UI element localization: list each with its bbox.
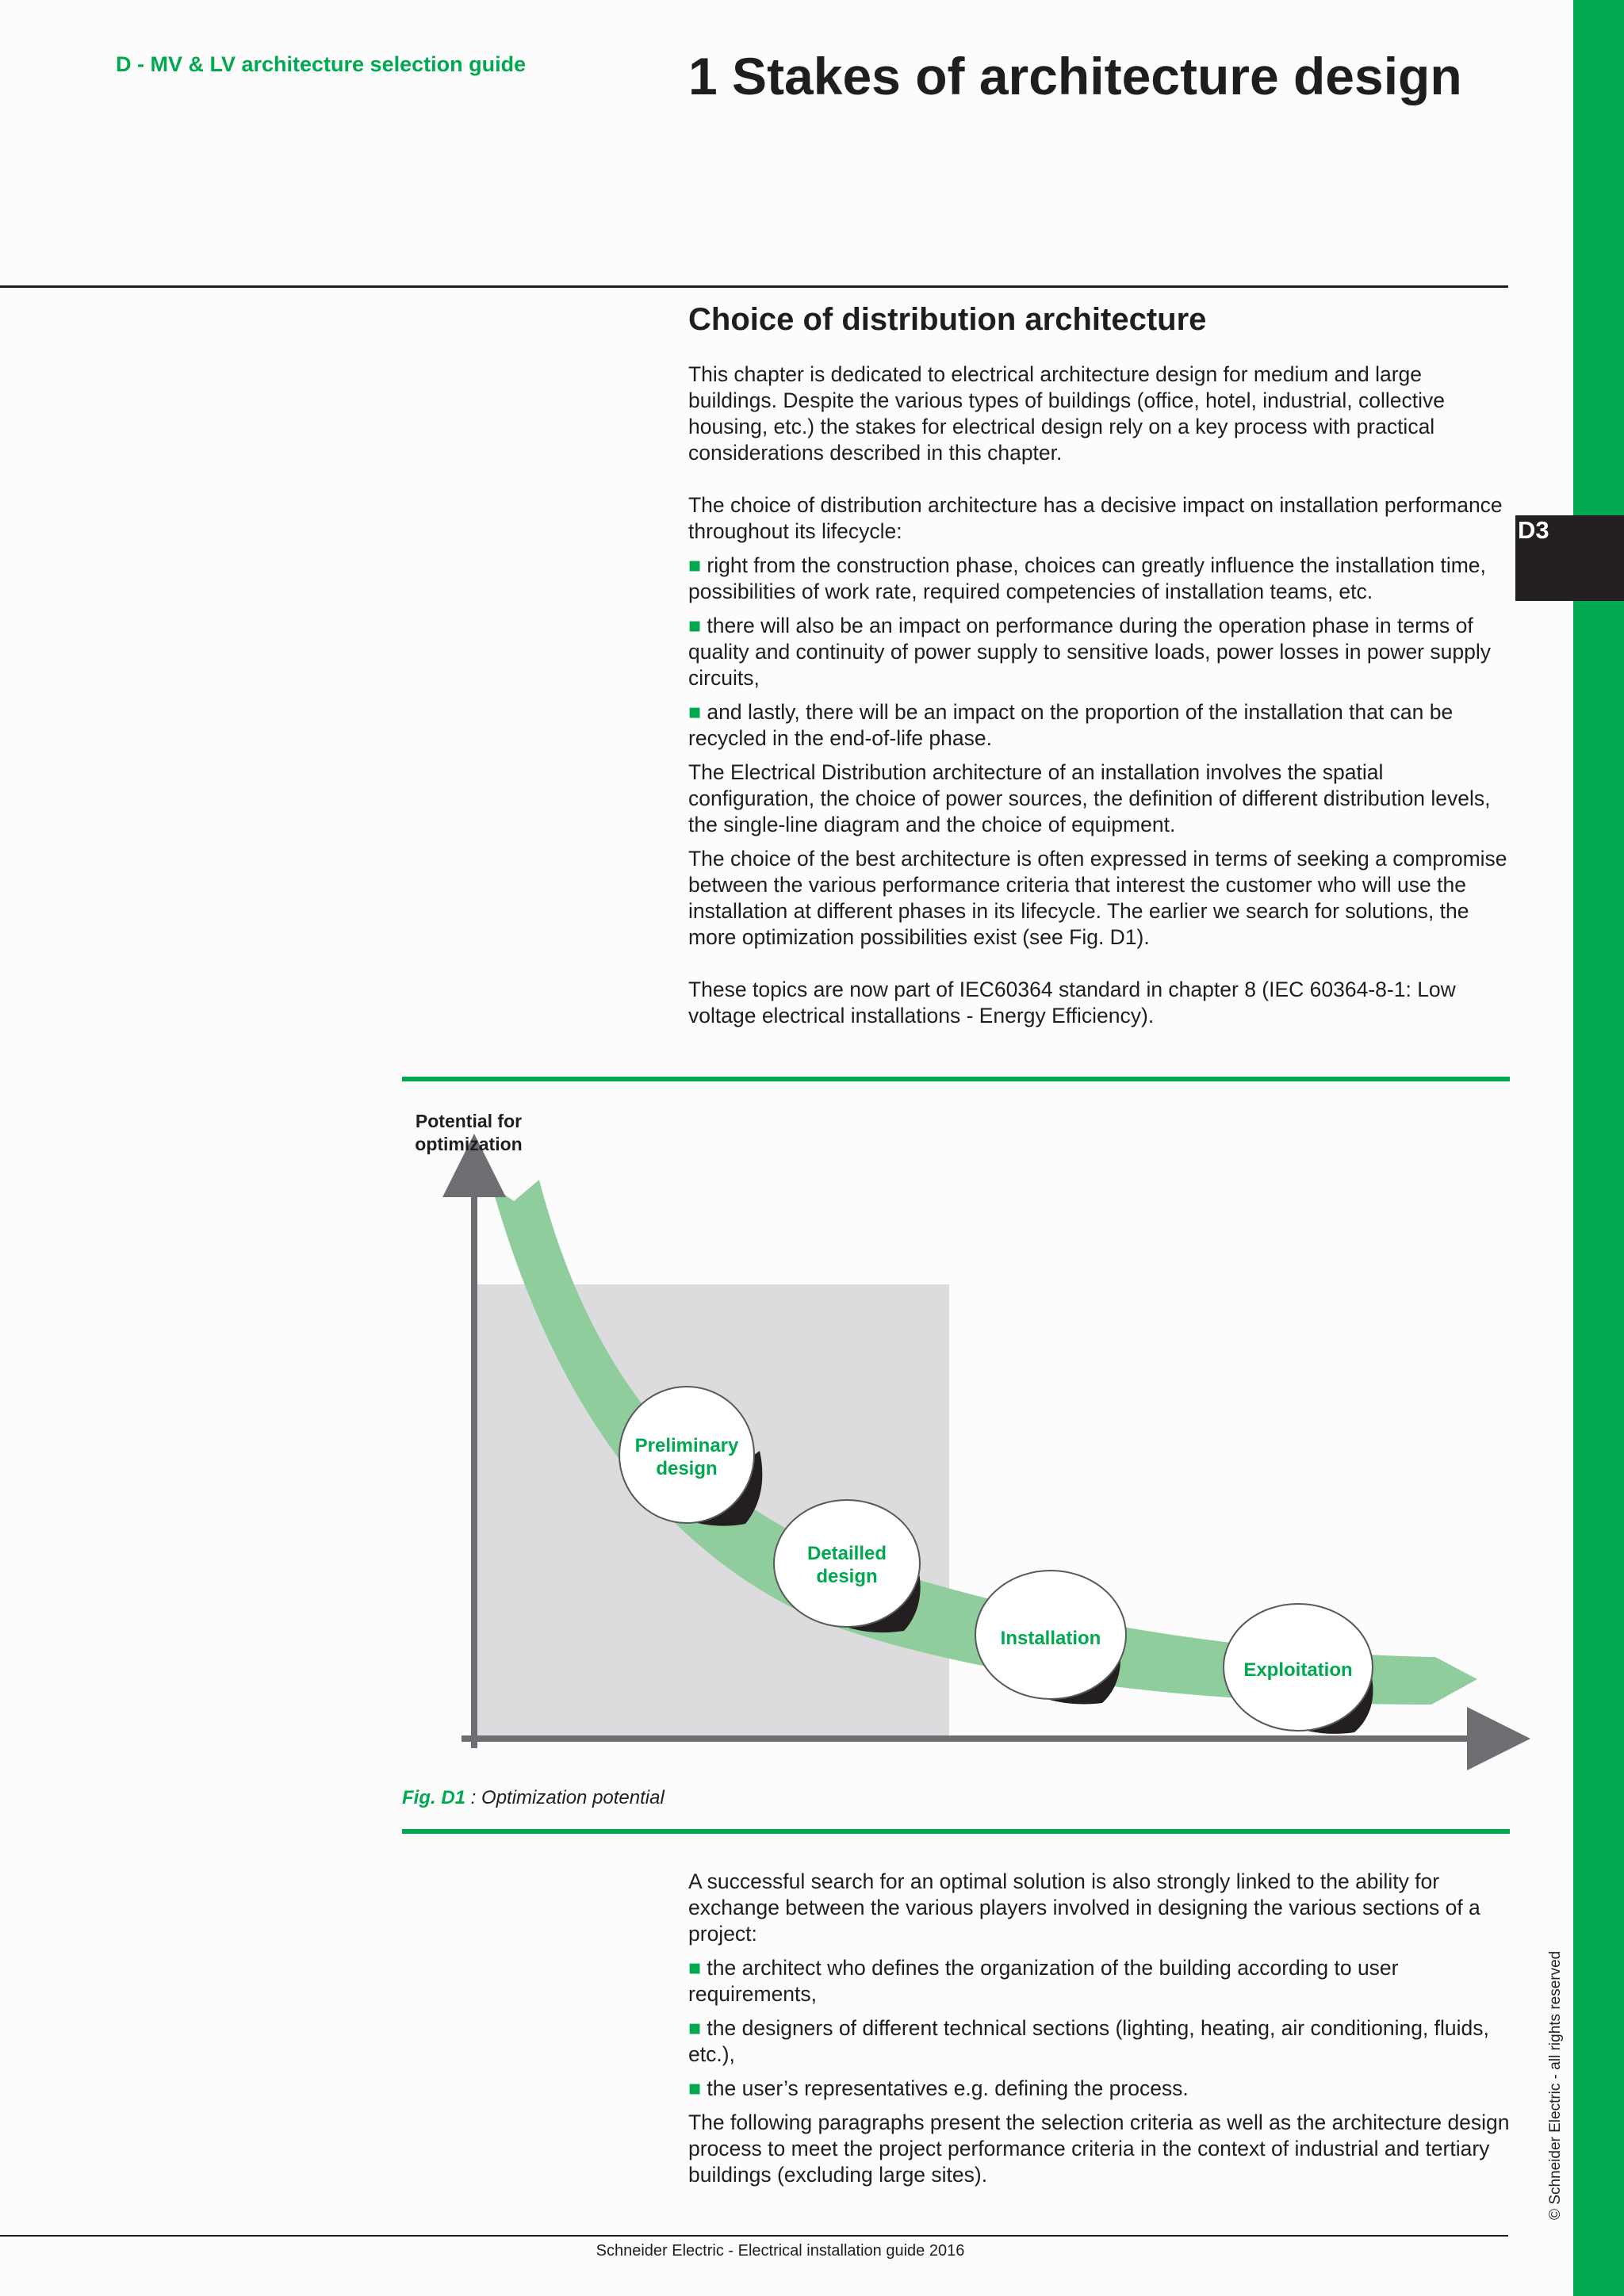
- bullet-item: ■ the designers of different technical sections (lighting, heating, air conditioning, fluids, etc.),: [688, 2016, 1489, 2066]
- stage-label: Detailled: [806, 1543, 887, 1564]
- footer: [0, 2242, 1624, 2260]
- intro-paragraph: This chapter is dedicated to electrical architecture design for medium and large buildings. Despite the various types of buildings (office, hotel, industrial, collective housing, etc.) the stakes for electrical design rely on a key process with practical considerations described in this chapter.: [688, 362, 1446, 465]
- guide-title: D - MV & LV architecture selection guide: [116, 52, 527, 76]
- stage-installation: [975, 1571, 1126, 1704]
- stage-label: design: [816, 1566, 878, 1587]
- bullet-icon: ■: [688, 700, 702, 724]
- bullet-icon: ■: [688, 2016, 702, 2040]
- lead-paragraph: A successful search for an optimal solution is also strongly linked to the ability for exchange between the various players involved in designing the various sections of a project:: [688, 1869, 1480, 1946]
- stage-label: Exploitation: [1243, 1659, 1353, 1681]
- bullet-item: ■ the user’s representatives e.g. defining the process.: [688, 2076, 1189, 2100]
- lead-paragraph: The choice of distribution architecture has a decisive impact on installation performance throughout its lifecycle:: [688, 493, 1503, 543]
- chapter-title: 1 Stakes of architecture design: [688, 47, 1462, 105]
- stage-label: design: [656, 1458, 718, 1479]
- bullet-icon: ■: [688, 1956, 702, 1980]
- figure-bottom-rule: [402, 1829, 1510, 1834]
- bullet-item: ■ the architect who defines the organization of the building according to user requirements,: [688, 1956, 1399, 2006]
- section-title: Choice of distribution architecture: [688, 302, 1207, 337]
- copyright-notice: © Schneider Electric - all rights reserved: [1547, 1950, 1564, 2220]
- stage-label: Preliminary: [634, 1435, 739, 1456]
- bullet-item: ■ and lastly, there will be an impact on the proportion of the installation that can be recycled in the end-of-life phase.: [688, 700, 1454, 750]
- closing-paragraph: The following paragraphs present the selection criteria as well as the architecture design process to meet the project performance criteria in the context of industrial and tertiary buildings (excluding large sites).: [688, 2110, 1510, 2187]
- stage-exploitation: [1224, 1604, 1373, 1734]
- bullet-icon: ■: [688, 553, 702, 577]
- spatial-paragraph: The Electrical Distribution architecture of an installation involves the spatial configuration, the choice of power sources, the definition of different distribution levels, the single-line diagram and the choice of equipment.: [688, 760, 1491, 836]
- footer-text: Schneider Electric - Electrical installation guide 2016: [596, 2242, 965, 2260]
- y-axis-label: Potential for: [415, 1111, 523, 1131]
- compromise-paragraph: The choice of the best architecture is often expressed in terms of seeking a compromise between the various performance criteria that interest the customer who will use the installation at different phases in its lifecycle. The earlier we search for solutions, the more optimization possibilities exist (see Fig. D1).: [688, 847, 1507, 949]
- bullet-item: ■ there will also be an impact on performance during the operation phase in terms of quality and continuity of power supply to sensitive loads, power losses in power supply circuits,: [688, 614, 1491, 690]
- bullet-icon: ■: [688, 2076, 702, 2100]
- body-text-bottom: [688, 1869, 1513, 2196]
- page-number-tab: D3: [1515, 515, 1624, 601]
- figure-caption-text: : Optimization potential: [465, 1787, 665, 1808]
- bullet-item: ■ right from the construction phase, choices can greatly influence the installation time, possibilities of work rate, required competencies of installation teams, etc.: [688, 553, 1486, 603]
- y-axis-label: optimization: [415, 1134, 523, 1154]
- footer-divider: [0, 2235, 1508, 2237]
- figure-caption: [402, 1787, 665, 1809]
- figure-number: Fig. D1: [402, 1787, 466, 1808]
- standard-paragraph: These topics are now part of IEC60364 standard in chapter 8 (IEC 60364-8-1: Low voltage electrical installations - Energy Efficiency).: [688, 978, 1456, 1027]
- bullet-icon: ■: [688, 614, 702, 637]
- stage-label: Installation: [1000, 1628, 1101, 1649]
